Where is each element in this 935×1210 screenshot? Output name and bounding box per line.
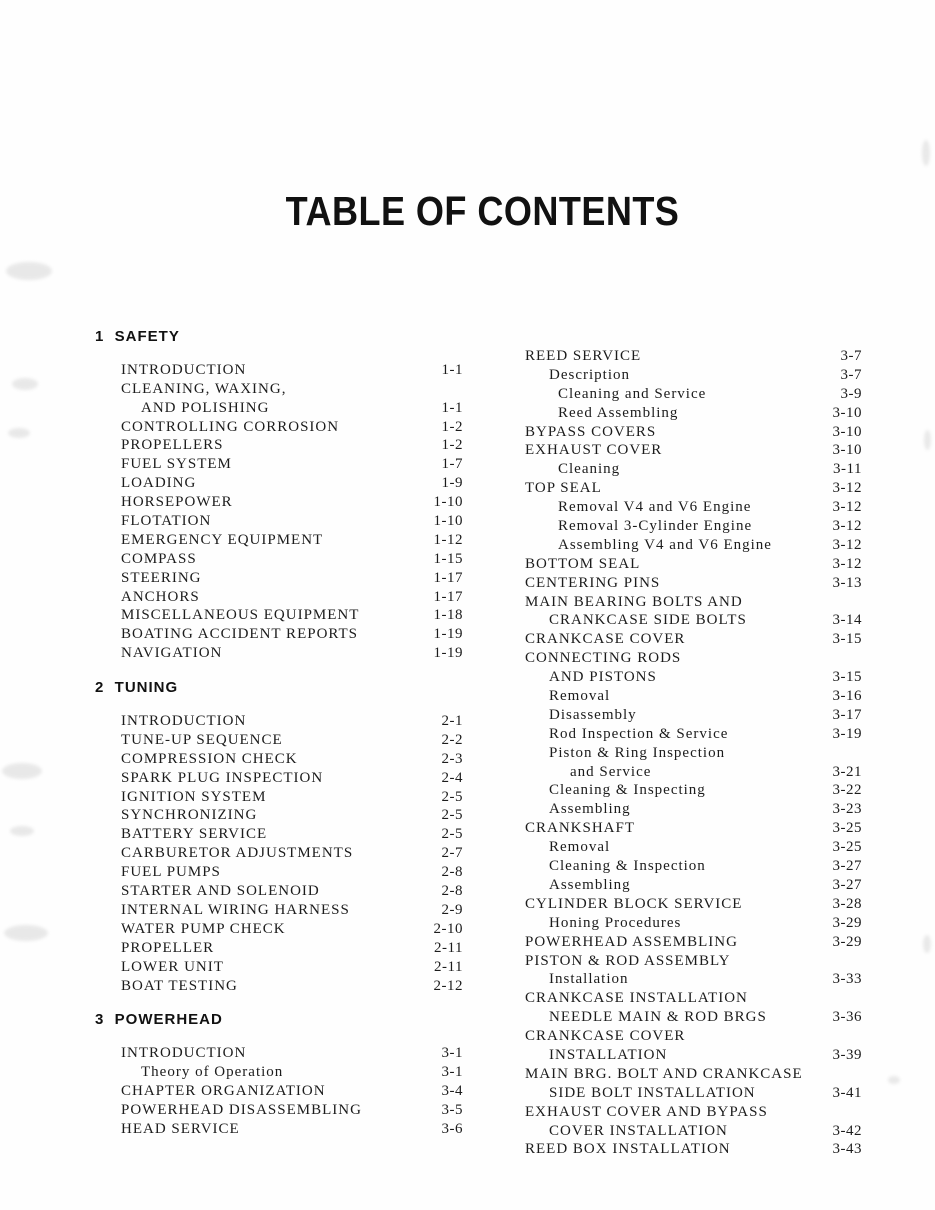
toc-entry-label: EXHAUST COVER bbox=[525, 442, 663, 459]
toc-entry-label: Theory of Operation bbox=[141, 1064, 284, 1081]
toc-row bbox=[525, 876, 862, 895]
toc-row bbox=[525, 574, 862, 593]
toc-entry-label: INTRODUCTION bbox=[121, 713, 247, 730]
toc-page-number: 3-27 bbox=[832, 858, 862, 875]
toc-page-number: 2-5 bbox=[441, 788, 463, 805]
toc-page-number: 3-10 bbox=[832, 404, 862, 421]
toc-row bbox=[95, 750, 463, 769]
toc-entry-label: Honing Procedures bbox=[549, 914, 682, 931]
toc-page-number: 3-33 bbox=[832, 971, 862, 988]
toc-row bbox=[95, 644, 463, 663]
toc-entry-label: Assembling bbox=[549, 801, 631, 818]
toc-row bbox=[525, 744, 862, 763]
toc-entry-label: CONTROLLING CORROSION bbox=[121, 418, 340, 435]
toc-entry-label: Rod Inspection & Service bbox=[549, 725, 729, 742]
toc-entry-label: 2 TUNING bbox=[95, 679, 179, 697]
toc-row bbox=[95, 1044, 463, 1063]
toc-entry-label: SPARK PLUG INSPECTION bbox=[121, 769, 324, 786]
toc-page-number: 3-12 bbox=[832, 536, 862, 553]
toc-row bbox=[525, 423, 862, 442]
toc-entry-label: LOADING bbox=[121, 475, 197, 492]
toc-page-number: 3-42 bbox=[832, 1122, 862, 1139]
toc-entry-label: PISTON & ROD ASSEMBLY bbox=[525, 952, 731, 969]
toc-row bbox=[525, 687, 862, 706]
toc-row bbox=[525, 441, 862, 460]
toc-entry-label: SIDE BOLT INSTALLATION bbox=[549, 1084, 756, 1101]
toc-row bbox=[525, 838, 862, 857]
toc-row bbox=[525, 1046, 862, 1065]
toc-page-number: 2-11 bbox=[434, 958, 463, 975]
toc-page-number: 3-27 bbox=[832, 876, 862, 893]
toc-entry-label: CRANKCASE INSTALLATION bbox=[525, 990, 748, 1007]
toc-entry-label: AND POLISHING bbox=[141, 399, 270, 416]
toc-entry-label: NAVIGATION bbox=[121, 645, 223, 662]
toc-entry-label: CRANKSHAFT bbox=[525, 820, 636, 837]
scan-artifact bbox=[12, 378, 38, 390]
toc-entry-label: Cleaning bbox=[558, 461, 621, 478]
toc-entry-label: INTERNAL WIRING HARNESS bbox=[121, 901, 350, 918]
toc-entry-label: CRANKCASE SIDE BOLTS bbox=[549, 612, 747, 629]
toc-entry-label: Disassembly bbox=[549, 706, 637, 723]
toc-page-number: 3-15 bbox=[832, 631, 862, 648]
toc-row bbox=[95, 569, 463, 588]
toc-row bbox=[95, 606, 463, 625]
toc-row bbox=[525, 536, 862, 555]
toc-entry-label: Removal bbox=[549, 688, 611, 705]
toc-page-number: 1-2 bbox=[441, 418, 463, 435]
toc-page-number: 3-17 bbox=[832, 706, 862, 723]
toc-row bbox=[525, 1027, 862, 1046]
toc-row bbox=[95, 977, 463, 996]
toc-row bbox=[95, 550, 463, 569]
scan-artifact bbox=[2, 763, 42, 779]
toc-entry-label: MISCELLANEOUS EQUIPMENT bbox=[121, 607, 360, 624]
toc-page-number: 3-25 bbox=[832, 839, 862, 856]
toc-section-header bbox=[95, 679, 463, 698]
toc-entry-label: INTRODUCTION bbox=[121, 1045, 247, 1062]
toc-entry-label: FUEL SYSTEM bbox=[121, 456, 232, 473]
toc-page-number: 2-7 bbox=[441, 845, 463, 862]
toc-row bbox=[95, 844, 463, 863]
toc-row bbox=[95, 958, 463, 977]
toc-row bbox=[525, 649, 862, 668]
scan-artifact bbox=[923, 935, 931, 953]
toc-page-number: 2-5 bbox=[441, 807, 463, 824]
toc-section-header bbox=[95, 1011, 463, 1030]
toc-entry-label: MAIN BEARING BOLTS AND bbox=[525, 593, 743, 610]
toc-right-column bbox=[525, 347, 862, 1159]
toc-row bbox=[95, 920, 463, 939]
page-title: TABLE OF CONTENTS bbox=[285, 188, 680, 234]
toc-entry-label: Description bbox=[549, 366, 630, 383]
toc-row bbox=[95, 512, 463, 531]
toc-row bbox=[95, 825, 463, 844]
toc-page-number: 1-19 bbox=[433, 645, 463, 662]
toc-page-number: 2-11 bbox=[434, 939, 463, 956]
toc-page-number: 3-15 bbox=[832, 669, 862, 686]
toc-entry-label: Reed Assembling bbox=[558, 404, 679, 421]
toc-entry-label: FUEL PUMPS bbox=[121, 864, 221, 881]
toc-row bbox=[525, 630, 862, 649]
toc-entry-label: 3 POWERHEAD bbox=[95, 1011, 223, 1029]
toc-entry-label: CENTERING PINS bbox=[525, 574, 661, 591]
toc-page-number: 1-10 bbox=[433, 494, 463, 511]
toc-entry-label: SYNCHRONIZING bbox=[121, 807, 258, 824]
toc-row bbox=[525, 1103, 862, 1122]
toc-page-number: 2-12 bbox=[433, 977, 463, 994]
toc-page-number: 1-15 bbox=[433, 550, 463, 567]
toc-row bbox=[95, 625, 463, 644]
toc-entry-label: Installation bbox=[549, 971, 629, 988]
toc-page-number: 2-3 bbox=[441, 750, 463, 767]
toc-page-number: 3-12 bbox=[832, 480, 862, 497]
toc-row bbox=[525, 611, 862, 630]
toc-page-number: 3-41 bbox=[832, 1084, 862, 1101]
toc-page-number: 3-39 bbox=[832, 1046, 862, 1063]
toc-entry-label: Piston & Ring Inspection bbox=[549, 744, 726, 761]
toc-row bbox=[525, 517, 862, 536]
scan-artifact bbox=[4, 925, 48, 941]
toc-row bbox=[95, 380, 463, 399]
toc-entry-label: CRANKCASE COVER bbox=[525, 1028, 686, 1045]
toc-page-number: 1-12 bbox=[433, 531, 463, 548]
toc-page-number: 2-5 bbox=[441, 826, 463, 843]
toc-page-number: 2-9 bbox=[441, 901, 463, 918]
toc-page-number: 3-29 bbox=[832, 914, 862, 931]
toc-row bbox=[525, 706, 862, 725]
toc-row bbox=[95, 769, 463, 788]
toc-row bbox=[95, 1120, 463, 1139]
toc-entry-label: COMPASS bbox=[121, 550, 197, 567]
toc-page-number: 3-28 bbox=[832, 895, 862, 912]
toc-page-number: 3-25 bbox=[832, 820, 862, 837]
toc-row bbox=[95, 399, 463, 418]
toc-row bbox=[95, 436, 463, 455]
toc-row bbox=[525, 857, 862, 876]
scan-artifact bbox=[924, 430, 931, 450]
toc-row bbox=[525, 763, 862, 782]
toc-entry-label: Removal bbox=[549, 839, 611, 856]
toc-row bbox=[95, 712, 463, 731]
toc-entry-label: Removal V4 and V6 Engine bbox=[558, 499, 752, 516]
toc-entry-label: AND PISTONS bbox=[549, 669, 657, 686]
toc-page-number: 2-8 bbox=[441, 864, 463, 881]
toc-row bbox=[525, 933, 862, 952]
toc-page-number: 3-43 bbox=[832, 1141, 862, 1158]
scan-artifact bbox=[922, 140, 930, 166]
toc-row bbox=[525, 460, 862, 479]
toc-entry-label: COVER INSTALLATION bbox=[549, 1122, 728, 1139]
toc-row bbox=[525, 479, 862, 498]
toc-row bbox=[525, 366, 862, 385]
toc-entry-label: CHAPTER ORGANIZATION bbox=[121, 1083, 326, 1100]
toc-row bbox=[525, 404, 862, 423]
toc-row bbox=[525, 555, 862, 574]
toc-page-number: 3-1 bbox=[441, 1045, 463, 1062]
toc-entry-label: EXHAUST COVER AND BYPASS bbox=[525, 1103, 768, 1120]
toc-row bbox=[525, 781, 862, 800]
toc-entry-label: STARTER AND SOLENOID bbox=[121, 883, 320, 900]
toc-entry-label: Cleaning & Inspecting bbox=[549, 782, 706, 799]
toc-page-number: 3-10 bbox=[832, 423, 862, 440]
scan-artifact bbox=[8, 428, 30, 438]
toc-page-number: 3-1 bbox=[441, 1064, 463, 1081]
toc-row bbox=[95, 1082, 463, 1101]
toc-entry-label: CONNECTING RODS bbox=[525, 650, 682, 667]
toc-entry-label: FLOTATION bbox=[121, 513, 212, 530]
toc-entry-label: INSTALLATION bbox=[549, 1046, 668, 1063]
toc-page-number: 3-16 bbox=[832, 688, 862, 705]
toc-row bbox=[525, 593, 862, 612]
scan-artifact bbox=[6, 262, 52, 280]
toc-entry-label: BATTERY SERVICE bbox=[121, 826, 268, 843]
toc-page-number: 3-4 bbox=[441, 1083, 463, 1100]
toc-row bbox=[95, 418, 463, 437]
toc-row bbox=[525, 989, 862, 1008]
toc-entry-label: PROPELLERS bbox=[121, 437, 224, 454]
toc-entry-label: Removal 3-Cylinder Engine bbox=[558, 518, 753, 535]
toc-row bbox=[525, 1122, 862, 1141]
toc-page-number: 2-2 bbox=[441, 731, 463, 748]
toc-entry-label: BOAT TESTING bbox=[121, 977, 238, 994]
toc-page-number: 1-18 bbox=[433, 607, 463, 624]
toc-entry-label: BYPASS COVERS bbox=[525, 423, 657, 440]
toc-row bbox=[525, 819, 862, 838]
toc-page-number: 1-2 bbox=[441, 437, 463, 454]
toc-page-number: 3-23 bbox=[832, 801, 862, 818]
toc-page-number: 1-7 bbox=[441, 456, 463, 473]
toc-entry-label: HORSEPOWER bbox=[121, 494, 233, 511]
toc-page-number: 3-7 bbox=[840, 366, 862, 383]
toc-entry-label: STEERING bbox=[121, 569, 202, 586]
toc-row bbox=[525, 952, 862, 971]
toc-row bbox=[95, 588, 463, 607]
toc-page-number: 3-13 bbox=[832, 574, 862, 591]
toc-entry-label: POWERHEAD ASSEMBLING bbox=[525, 933, 738, 950]
toc-row bbox=[525, 385, 862, 404]
toc-entry-label: TOP SEAL bbox=[525, 480, 602, 497]
toc-entry-label: PROPELLER bbox=[121, 939, 215, 956]
toc-page-number: 1-1 bbox=[441, 399, 463, 416]
toc-page-number: 1-19 bbox=[433, 626, 463, 643]
toc-row bbox=[95, 882, 463, 901]
toc-row bbox=[525, 895, 862, 914]
toc-page-number: 3-10 bbox=[832, 442, 862, 459]
toc-page-number: 3-12 bbox=[832, 499, 862, 516]
toc-entry-label: BOATING ACCIDENT REPORTS bbox=[121, 626, 359, 643]
toc-entry-label: 1 SAFETY bbox=[95, 328, 180, 345]
toc-entry-label: REED SERVICE bbox=[525, 348, 642, 364]
toc-row bbox=[95, 1063, 463, 1082]
toc-page-number: 2-1 bbox=[441, 713, 463, 730]
toc-row bbox=[525, 498, 862, 517]
toc-page-number: 3-12 bbox=[832, 518, 862, 535]
toc-page-number: 2-4 bbox=[441, 769, 463, 786]
toc-page-number: 2-8 bbox=[441, 883, 463, 900]
toc-row bbox=[525, 668, 862, 687]
toc-page-number: 3-36 bbox=[832, 1009, 862, 1026]
toc-row bbox=[525, 800, 862, 819]
toc-page-number: 1-10 bbox=[433, 513, 463, 530]
toc-row bbox=[525, 1065, 862, 1084]
toc-entry-label: CYLINDER BLOCK SERVICE bbox=[525, 895, 743, 912]
toc-page-number: 3-22 bbox=[832, 782, 862, 799]
toc-entry-label: REED BOX INSTALLATION bbox=[525, 1141, 731, 1158]
toc-row bbox=[525, 1008, 862, 1027]
toc-entry-label: Cleaning & Inspection bbox=[549, 858, 706, 875]
toc-row bbox=[95, 901, 463, 920]
toc-entry-label: Assembling V4 and V6 Engine bbox=[558, 536, 772, 553]
toc-row bbox=[525, 1084, 862, 1103]
toc-row bbox=[525, 725, 862, 744]
toc-entry-label: CARBURETOR ADJUSTMENTS bbox=[121, 845, 354, 862]
toc-entry-label: TUNE-UP SEQUENCE bbox=[121, 731, 283, 748]
toc-row bbox=[95, 788, 463, 807]
toc-row bbox=[95, 731, 463, 750]
toc-row bbox=[95, 1101, 463, 1120]
toc-page-number: 3-7 bbox=[840, 348, 862, 364]
toc-row bbox=[525, 347, 862, 366]
toc-row bbox=[95, 493, 463, 512]
toc-entry-label: LOWER UNIT bbox=[121, 958, 224, 975]
toc-section-header bbox=[95, 328, 463, 347]
toc-page-number: 1-17 bbox=[433, 569, 463, 586]
toc-page-number: 3-11 bbox=[833, 461, 862, 478]
toc-entry-label: WATER PUMP CHECK bbox=[121, 920, 286, 937]
toc-entry-label: CLEANING, WAXING, bbox=[121, 380, 287, 397]
toc-row bbox=[525, 970, 862, 989]
toc-row bbox=[95, 361, 463, 380]
toc-page-number: 3-29 bbox=[832, 933, 862, 950]
toc-entry-label: INTRODUCTION bbox=[121, 361, 247, 378]
toc-page-number: 3-5 bbox=[441, 1101, 463, 1118]
toc-page-number: 3-6 bbox=[441, 1120, 463, 1137]
toc-entry-label: CRANKCASE COVER bbox=[525, 631, 686, 648]
toc-entry-label: Assembling bbox=[549, 876, 631, 893]
toc-page-number: 3-21 bbox=[832, 763, 862, 780]
toc-row bbox=[525, 914, 862, 933]
toc-left-column bbox=[95, 328, 463, 1139]
toc-row bbox=[95, 531, 463, 550]
toc-entry-label: BOTTOM SEAL bbox=[525, 555, 641, 572]
toc-row bbox=[95, 863, 463, 882]
toc-page-number: 3-14 bbox=[832, 612, 862, 629]
scan-artifact bbox=[888, 1076, 900, 1084]
toc-page-number: 3-12 bbox=[832, 555, 862, 572]
toc-entry-label: IGNITION SYSTEM bbox=[121, 788, 267, 805]
toc-entry-label: Cleaning and Service bbox=[558, 385, 707, 402]
toc-entry-label: EMERGENCY EQUIPMENT bbox=[121, 531, 324, 548]
toc-row bbox=[95, 939, 463, 958]
toc-page-number: 1-17 bbox=[433, 588, 463, 605]
toc-page-number: 1-1 bbox=[441, 361, 463, 378]
toc-row bbox=[95, 455, 463, 474]
toc-row bbox=[95, 474, 463, 493]
toc-page-number: 2-10 bbox=[433, 920, 463, 937]
toc-entry-label: POWERHEAD DISASSEMBLING bbox=[121, 1101, 362, 1118]
toc-row bbox=[525, 1140, 862, 1159]
toc-entry-label: HEAD SERVICE bbox=[121, 1120, 240, 1137]
toc-page-number: 3-19 bbox=[832, 725, 862, 742]
toc-entry-label: COMPRESSION CHECK bbox=[121, 750, 298, 767]
toc-page-number: 1-9 bbox=[441, 475, 463, 492]
toc-entry-label: and Service bbox=[570, 763, 652, 780]
toc-entry-label: NEEDLE MAIN & ROD BRGS bbox=[549, 1009, 767, 1026]
toc-entry-label: ANCHORS bbox=[121, 588, 200, 605]
toc-page-number: 3-9 bbox=[840, 385, 862, 402]
toc-entry-label: MAIN BRG. BOLT AND CRANKCASE bbox=[525, 1065, 803, 1082]
toc-row bbox=[95, 806, 463, 825]
scan-artifact bbox=[10, 826, 34, 836]
